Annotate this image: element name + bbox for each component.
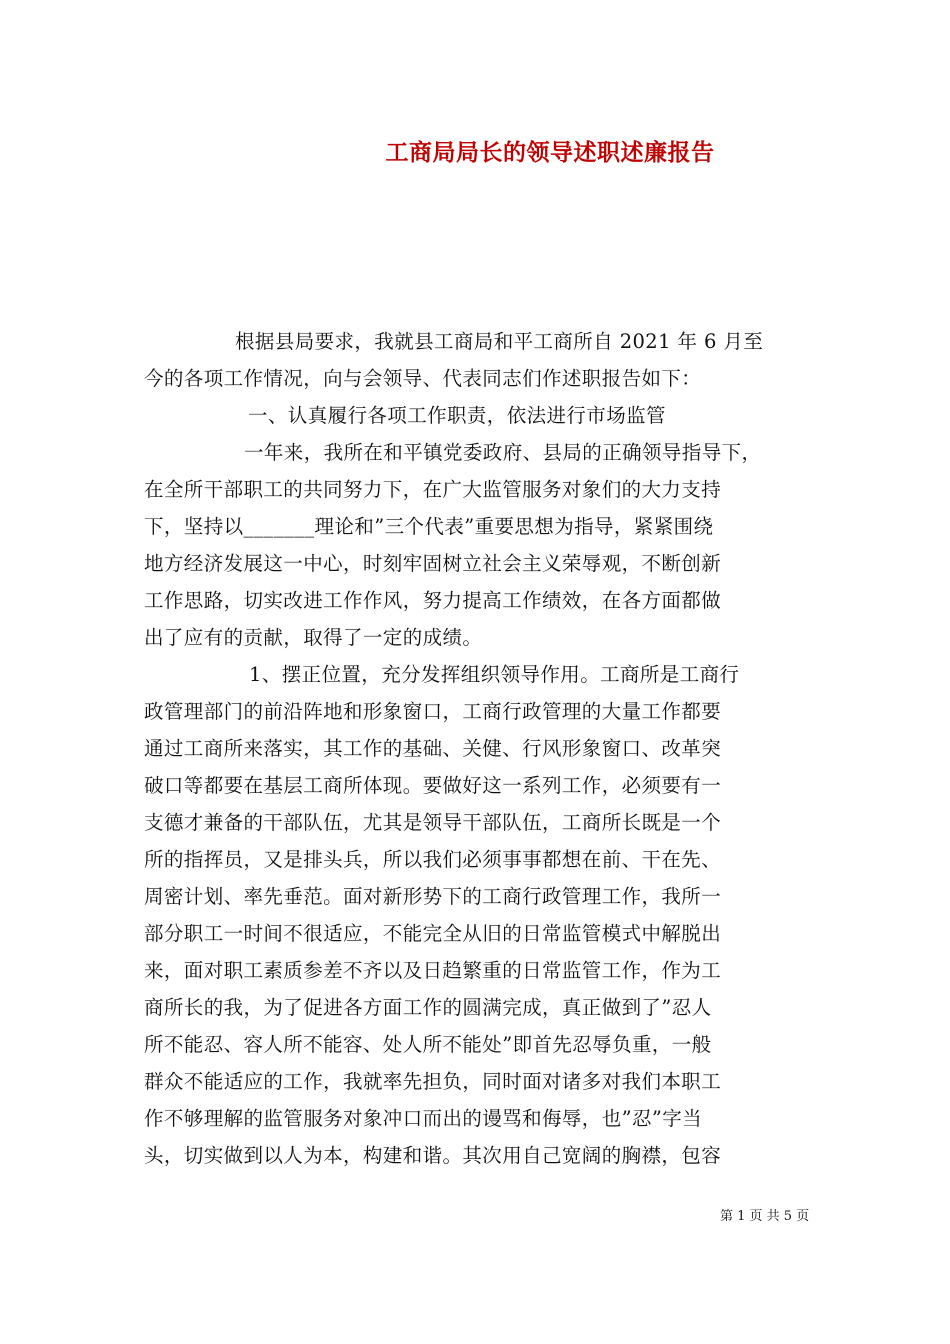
- paragraph-line: 所的指挥员，又是排头兵，所以我们必须事事都想在前、干在先、: [144, 848, 722, 871]
- paragraph-line: 通过工商所来落实，其工作的基础、关健、行风形象窗口、改革突: [144, 737, 722, 760]
- paragraph-line: 周密计划、率先垂范。面对新形势下的工商行政管理工作，我所一: [144, 885, 722, 908]
- paragraph-line: 1、摆正位置，充分发挥组织领导作用。工商所是工商行: [249, 663, 740, 686]
- paragraph-line: 破口等都要在基层工商所体现。要做好这一系列工作，必须要有一: [144, 774, 722, 797]
- paragraph-line: 群众不能适应的工作，我就率先担负，同时面对诸多对我们本职工: [144, 1070, 722, 1093]
- paragraph-line: 根据县局要求，我就县工商局和平工商所自 2021 年 6 月至: [235, 330, 764, 353]
- paragraph-line: 支德才兼备的干部队伍，尤其是领导干部队伍，工商所长既是一个: [144, 811, 722, 834]
- paragraph-line: 在全所干部职工的共同努力下，在广大监管服务对象们的大力支持: [144, 478, 722, 501]
- paragraph-line: 所不能忍、容人所不能容、处人所不能处”即首先忍辱负重，一般: [144, 1033, 712, 1056]
- paragraph-line: 地方经济发展这一中心，时刻牢固树立社会主义荣辱观，不断创新: [144, 552, 722, 575]
- paragraph-line: 商所长的我，为了促进各方面工作的圆满完成，真正做到了”忍人: [144, 996, 712, 1019]
- paragraph-line: 一年来，我所在和平镇党委政府、县局的正确领导指导下，: [244, 441, 762, 464]
- paragraph-line: 出了应有的贡献，取得了一定的成绩。: [144, 626, 483, 649]
- paragraph-line: 部分职工一时间不很适应，不能完全从旧的日常监管模式中解脱出: [144, 922, 722, 945]
- paragraph-line: 头，切实做到以人为本，构建和谐。其次用自己宽阔的胸襟，包容: [144, 1144, 722, 1167]
- paragraph-line: 作不够理解的监管服务对象冲口而出的谩骂和侮辱，也”忍”字当: [144, 1107, 703, 1130]
- paragraph-line: 来，面对职工素质参差不齐以及日趋繁重的日常监管工作，作为工: [144, 959, 722, 982]
- page-title: 工商局局长的领导述职述廉报告: [385, 139, 715, 166]
- section-heading: 一、认真履行各项工作职责，依法进行市场监管: [248, 404, 666, 427]
- paragraph-line: 工作思路，切实改进工作作风，努力提高工作绩效，在各方面都做: [144, 589, 722, 612]
- paragraph-line: 政管理部门的前沿阵地和形象窗口，工商行政管理的大量工作都要: [144, 700, 722, 723]
- page-number: 第 1 页 共 5 页: [720, 1209, 810, 1224]
- paragraph-line: 下，坚持以_______理论和”三个代表”重要思想为指导，紧紧围绕: [144, 515, 714, 538]
- paragraph-line: 今的各项工作情况，向与会领导、代表同志们作述职报告如下：: [144, 367, 702, 390]
